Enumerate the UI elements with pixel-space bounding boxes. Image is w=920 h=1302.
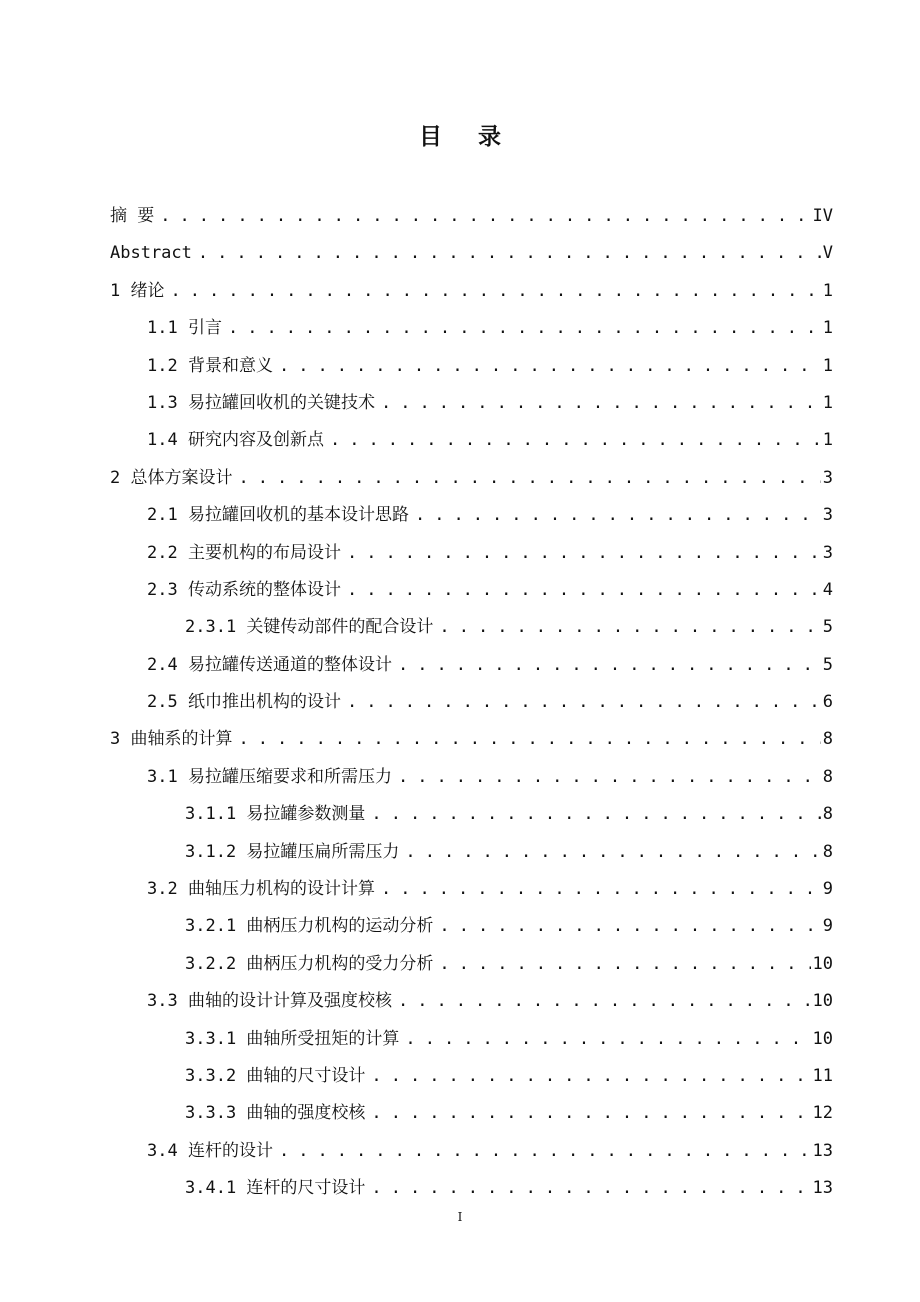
toc-entry[interactable]	[185, 796, 833, 833]
toc-leader-dots	[347, 684, 821, 721]
toc-entry[interactable]	[185, 1170, 833, 1207]
toc-entry-page: 10	[812, 1028, 833, 1049]
toc-entry[interactable]	[147, 759, 833, 796]
toc-leader-dots	[279, 1133, 811, 1170]
toc-entry-page: 8	[822, 729, 833, 750]
toc-entry-label: 1.1 引言	[147, 318, 222, 339]
toc-entry-label: 2.1 易拉罐回收机的基本设计思路	[147, 505, 409, 526]
toc-entry-page: 3	[822, 467, 833, 488]
toc-leader-dots	[371, 1058, 810, 1095]
toc-entry[interactable]	[185, 834, 833, 871]
toc-entry-page: 13	[812, 1140, 833, 1161]
toc-leader-dots	[439, 946, 810, 983]
toc-entry-page: IV	[812, 206, 833, 226]
toc-entry-page: 1	[822, 318, 833, 339]
toc-leader-dots	[279, 348, 821, 385]
toc-entry[interactable]	[147, 535, 833, 572]
toc-leader-dots	[398, 647, 821, 684]
toc-entry-label: 2 总体方案设计	[110, 467, 233, 488]
toc-entry[interactable]	[147, 983, 833, 1020]
toc-entry-label: 2.2 主要机构的布局设计	[147, 542, 341, 563]
toc-entry-page: 13	[812, 1178, 833, 1199]
toc-entry-label: 1 绪论	[110, 280, 165, 301]
toc-entry-page: 1	[822, 430, 833, 451]
toc-entry-page: 10	[812, 991, 833, 1012]
toc-entry-label: 3.3.1 曲轴所受扭矩的计算	[185, 1028, 400, 1049]
toc-entry[interactable]	[185, 1058, 833, 1095]
toc-entry[interactable]	[147, 497, 833, 534]
toc-entry-page: 5	[822, 617, 833, 638]
toc-entry-label: 3.2 曲轴压力机构的设计计算	[147, 879, 375, 900]
toc-leader-dots	[398, 759, 821, 796]
toc-entry-page: 8	[822, 766, 833, 787]
toc-entry-label: 3.4.1 连杆的尺寸设计	[185, 1178, 366, 1199]
toc-entry-label: 3.4 连杆的设计	[147, 1140, 273, 1161]
toc-entry-label: 3.3.2 曲轴的尺寸设计	[185, 1065, 366, 1086]
toc-entry-page: 1	[822, 392, 833, 413]
toc-entry-label: 1.4 研究内容及创新点	[147, 430, 324, 451]
toc-leader-dots	[439, 908, 820, 945]
toc-title: 目 录	[418, 124, 515, 150]
toc-entry[interactable]	[147, 422, 833, 459]
toc-entry[interactable]	[185, 946, 833, 983]
toc-entry-label: 摘 要	[110, 206, 155, 226]
toc-entry[interactable]	[110, 721, 833, 758]
toc-entry[interactable]	[185, 609, 833, 646]
toc-entry[interactable]	[147, 1133, 833, 1170]
toc-entry[interactable]	[147, 385, 833, 422]
toc-entry-label: 2.4 易拉罐传送通道的整体设计	[147, 654, 392, 675]
toc-entry-page: 5	[822, 654, 833, 675]
toc-entry[interactable]	[147, 684, 833, 721]
toc-entry-label: 3 曲轴系的计算	[110, 729, 233, 750]
table-of-contents	[110, 198, 833, 1208]
toc-entry[interactable]	[185, 908, 833, 945]
toc-entry[interactable]	[147, 572, 833, 609]
toc-entry-page: 9	[822, 879, 833, 900]
toc-entry-page: 3	[822, 542, 833, 563]
toc-entry-label: 2.3 传动系统的整体设计	[147, 579, 341, 600]
toc-leader-dots	[371, 1095, 810, 1132]
toc-leader-dots	[330, 422, 821, 459]
toc-entry-page: 11	[812, 1065, 833, 1086]
toc-entry-page: 8	[822, 841, 833, 862]
toc-entry-label: 2.5 纸巾推出机构的设计	[147, 692, 341, 713]
toc-leader-dots	[347, 572, 821, 609]
toc-leader-dots	[371, 796, 820, 833]
toc-leader-dots	[398, 983, 811, 1020]
toc-leader-dots	[381, 385, 821, 422]
toc-entry-page: 6	[822, 692, 833, 713]
toc-entry-page: 4	[822, 579, 833, 600]
toc-entry[interactable]	[185, 1095, 833, 1132]
toc-entry-page: 10	[812, 953, 833, 974]
toc-entry[interactable]	[147, 871, 833, 908]
toc-entry[interactable]	[110, 235, 833, 272]
toc-leader-dots	[415, 497, 821, 534]
toc-leader-dots	[347, 535, 821, 572]
toc-entry[interactable]	[185, 1021, 833, 1058]
toc-entry-page: 12	[812, 1103, 833, 1124]
toc-entry-label: Abstract	[110, 243, 192, 264]
toc-entry-label: 3.3.3 曲轴的强度校核	[185, 1103, 366, 1124]
toc-leader-dots	[405, 834, 820, 871]
toc-leader-dots	[238, 460, 820, 497]
page-number-footer: I	[457, 1210, 463, 1224]
toc-entry-label: 3.1.2 易拉罐压扁所需压力	[185, 841, 400, 862]
toc-entry-page: 9	[822, 916, 833, 937]
toc-entry[interactable]	[110, 273, 833, 310]
toc-entry-page: 8	[822, 804, 833, 825]
toc-leader-dots	[198, 235, 821, 272]
toc-entry-page: 3	[822, 505, 833, 526]
toc-entry-page: 1	[822, 280, 833, 301]
toc-entry[interactable]	[147, 310, 833, 347]
toc-leader-dots	[228, 310, 821, 347]
toc-entry-label: 3.2.2 曲柄压力机构的受力分析	[185, 953, 434, 974]
toc-entry-label: 1.3 易拉罐回收机的关键技术	[147, 392, 375, 413]
toc-leader-dots	[405, 1021, 810, 1058]
toc-leader-dots	[170, 273, 820, 310]
toc-entry[interactable]	[110, 198, 833, 235]
toc-leader-dots	[238, 721, 820, 758]
toc-leader-dots	[371, 1170, 810, 1207]
toc-leader-dots	[160, 198, 810, 235]
toc-entry-label: 2.3.1 关键传动部件的配合设计	[185, 617, 434, 638]
toc-entry-page: V	[822, 243, 833, 264]
toc-leader-dots	[439, 609, 820, 646]
toc-entry[interactable]	[147, 348, 833, 385]
toc-entry[interactable]	[110, 460, 833, 497]
toc-entry-label: 3.2.1 曲柄压力机构的运动分析	[185, 916, 434, 937]
toc-entry[interactable]	[147, 647, 833, 684]
toc-entry-page: 1	[822, 355, 833, 376]
toc-entry-label: 3.3 曲轴的设计计算及强度校核	[147, 991, 392, 1012]
toc-leader-dots	[381, 871, 821, 908]
toc-entry-label: 3.1.1 易拉罐参数测量	[185, 804, 366, 825]
toc-entry-label: 3.1 易拉罐压缩要求和所需压力	[147, 766, 392, 787]
toc-entry-label: 1.2 背景和意义	[147, 355, 273, 376]
